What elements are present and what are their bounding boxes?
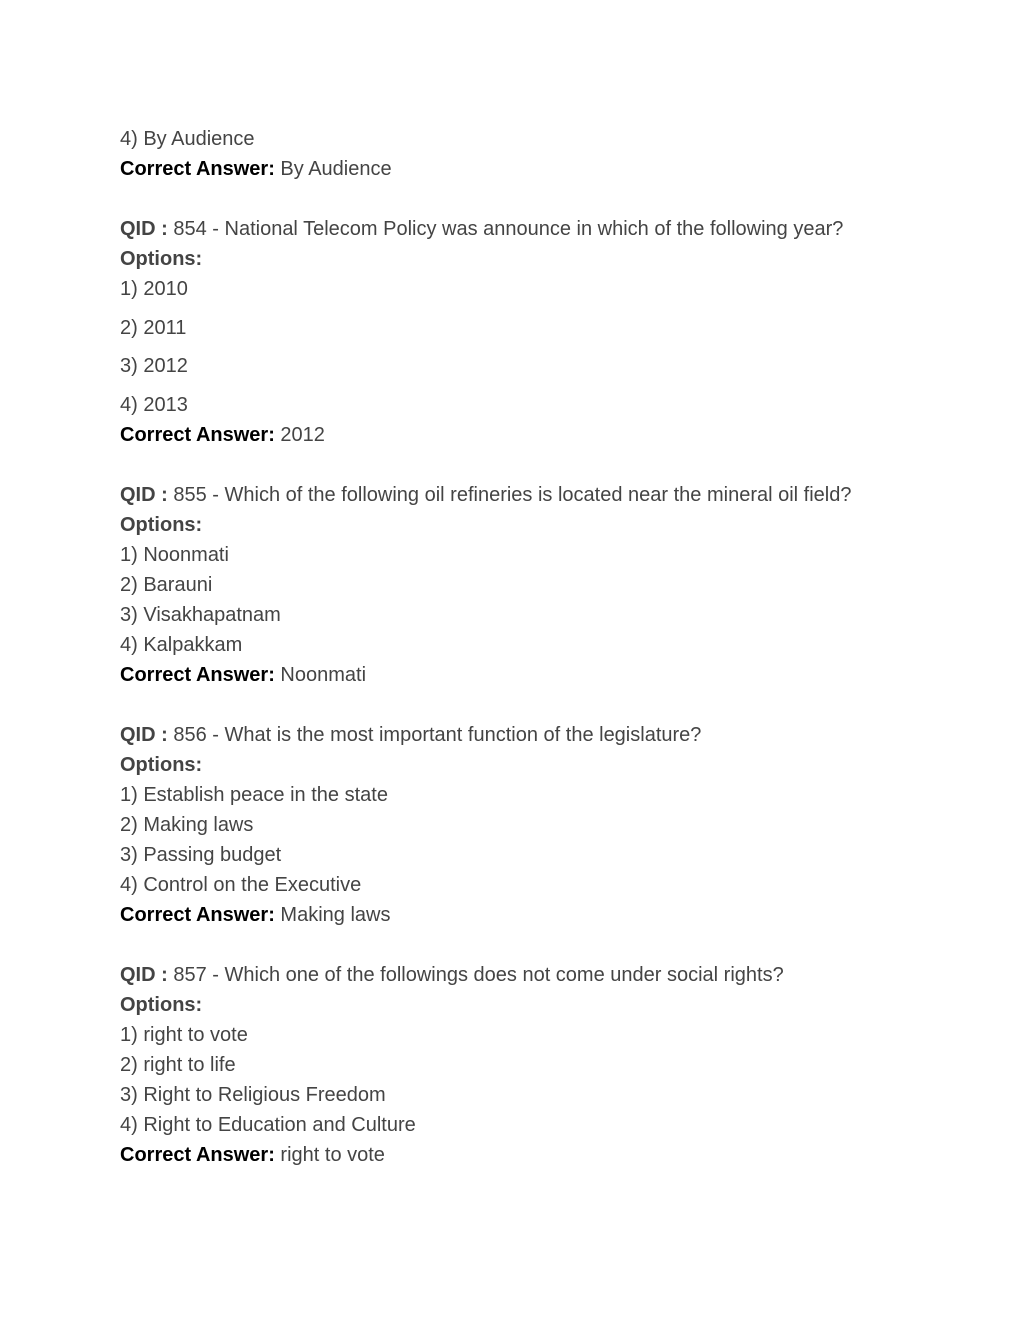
options-label: Options: (120, 513, 203, 536)
option: 1) Establish peace in the state (120, 783, 388, 806)
option: 4) 2013 (120, 393, 188, 416)
question-text: Which of the following oil refineries is located near the mineral oil field? (224, 483, 852, 506)
question-block (120, 720, 940, 930)
option: 2) Making laws (120, 813, 254, 836)
option: 3) Right to Religious Freedom (120, 1083, 386, 1106)
correct-answer-label: Correct Answer: (120, 1143, 275, 1166)
previous-question-tail (120, 124, 940, 184)
correct-answer (120, 420, 940, 450)
question-line: QID : 854 - National Telecom Policy was announce in which of the following year? (120, 218, 844, 240)
question-line: QID : 857 - Which one of the followings does not come under social rights? (120, 963, 784, 986)
question-line: QID : 856 - What is the most important function of the legislature? (120, 723, 702, 746)
question-line: QID : 855 - Which of the following oil refineries is located near the mineral oil field? (120, 483, 852, 506)
correct-answer-value: Making laws (280, 903, 391, 926)
qid-label: QID : (120, 723, 168, 746)
qid-label: QID : (120, 483, 168, 506)
option: 3) 2012 (120, 355, 188, 377)
option: 3) Passing budget (120, 843, 282, 866)
options-list (120, 274, 940, 420)
question-block (120, 960, 940, 1170)
qid-number: 854 (173, 218, 207, 240)
option: 4) Right to Education and Culture (120, 1113, 416, 1136)
options-list (120, 780, 940, 900)
options-label: Options: (120, 753, 203, 776)
question-block (120, 480, 940, 690)
options-label: Options: (120, 248, 203, 270)
options-list (120, 1020, 940, 1140)
qid-label: QID : (120, 218, 168, 240)
question-text: Which one of the followings does not come under social rights? (224, 963, 784, 986)
correct-answer-label: Correct Answer: (120, 663, 275, 686)
option: 1) right to vote (120, 1023, 248, 1046)
option: 2) 2011 (120, 316, 187, 339)
options-list (120, 540, 940, 660)
option: 4) By Audience (120, 128, 255, 150)
option: 1) Noonmati (120, 543, 229, 566)
qid-number: 855 (173, 483, 207, 506)
correct-answer-label: Correct Answer: (120, 423, 275, 446)
question-block (120, 214, 940, 450)
question-text: What is the most important function of the legislature? (224, 723, 702, 746)
option: 3) Visakhapatnam (120, 603, 281, 626)
options-label: Options: (120, 993, 203, 1016)
option: 2) right to life (120, 1053, 236, 1076)
correct-answer-label: Correct Answer: (120, 158, 275, 180)
option: 2) Barauni (120, 573, 213, 596)
correct-answer (120, 900, 940, 930)
qid-label: QID : (120, 963, 168, 986)
option: 4) Kalpakkam (120, 633, 243, 656)
document-page (120, 124, 940, 1200)
correct-answer-label: Correct Answer: (120, 903, 275, 926)
qid-number: 857 (173, 963, 207, 986)
correct-answer (120, 660, 940, 690)
option: 1) 2010 (120, 278, 188, 300)
option: 4) Control on the Executive (120, 873, 362, 896)
correct-answer-value: By Audience (280, 158, 392, 180)
qid-number: 856 (173, 723, 207, 746)
correct-answer-value: 2012 (280, 423, 325, 446)
question-text: National Telecom Policy was announce in which of the following year? (224, 218, 844, 240)
correct-answer-value: Noonmati (280, 663, 367, 686)
correct-answer-value: right to vote (280, 1143, 385, 1166)
correct-answer (120, 1140, 940, 1170)
correct-answer (120, 154, 940, 184)
